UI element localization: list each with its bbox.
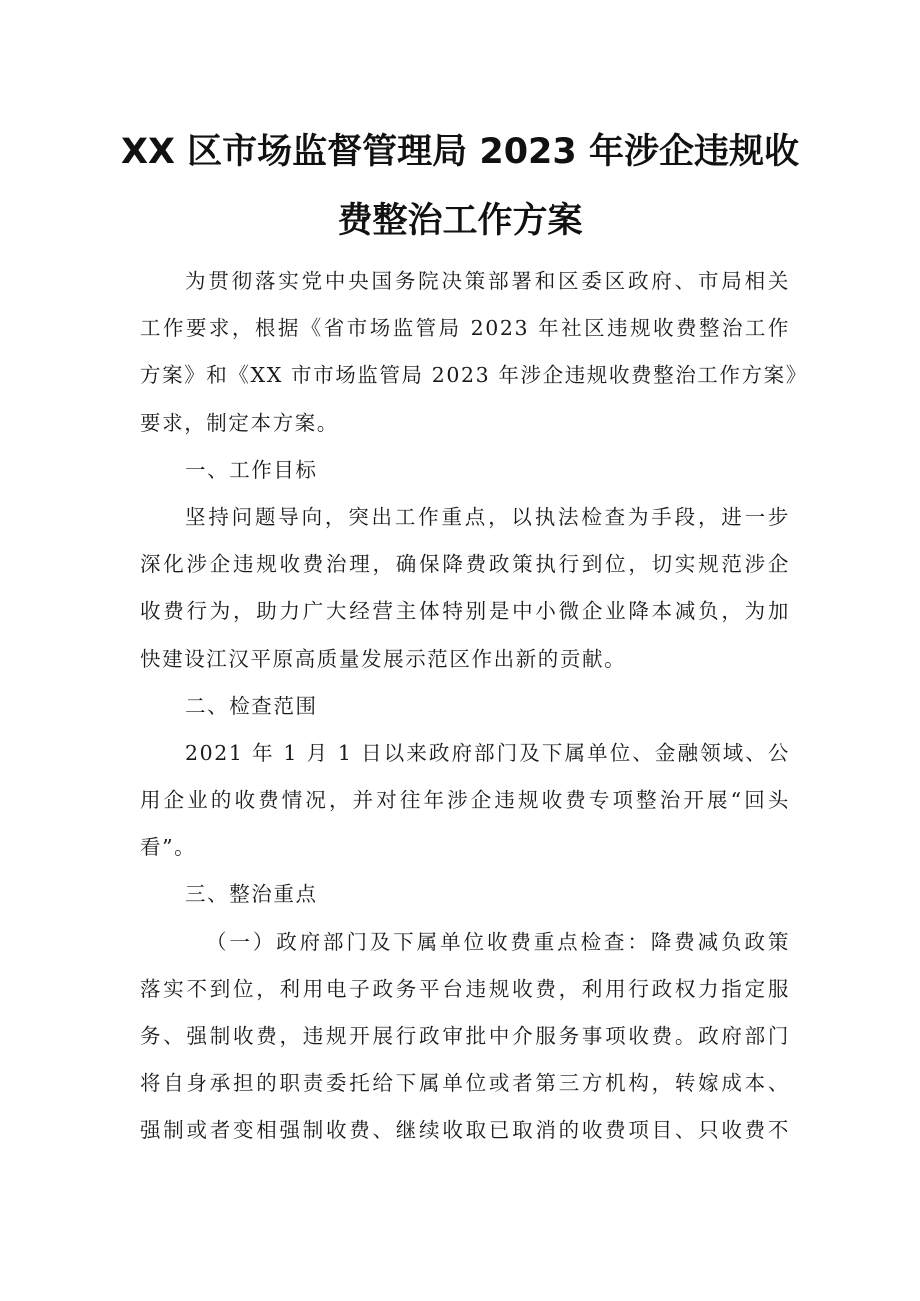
paragraph-line: 方案》和《XX 市市场监管局 2023 年涉企违规收费整治工作方案》 <box>140 363 808 388</box>
paragraph-line: 将自身承担的职责委托给下属单位或者第三方机构，转嫁成本、 <box>140 1071 790 1096</box>
paragraph-line: 要求，制定本方案。 <box>140 410 339 435</box>
paragraph-line: （一）政府部门及下属单位收费重点检查：降费减负政策 <box>206 929 790 954</box>
paragraph-line: 为贯彻落实党中央国务院决策部署和区委区政府、市局相关 <box>185 269 790 293</box>
paragraph-line: 用企业的收费情况，并对往年涉企违规收费专项整治开展“回头 <box>140 788 790 813</box>
paragraph-line: 2021 年 1 月 1 日以来政府部门及下属单位、金融领域、公 <box>185 740 790 765</box>
paragraph-line: 务、强制收费，违规开展行政审批中介服务事项收费。政府部门 <box>140 1024 790 1048</box>
paragraph-line: 看”。 <box>140 835 197 860</box>
paragraph-line: 收费行为，助力广大经营主体特别是中小微企业降本减负，为加 <box>140 599 790 624</box>
paragraph-line: 快建设江汉平原高质量发展示范区作出新的贡献。 <box>140 646 627 671</box>
paragraph-line: 工作要求，根据《省市场监管局 2023 年社区违规收费整治工作 <box>140 316 790 341</box>
paragraph-line: 深化涉企违规收费治理，确保降费政策执行到位，切实规范涉企 <box>140 552 790 577</box>
document-body <box>140 258 808 1155</box>
paragraph-line: 落实不到位，利用电子政务平台违规收费，利用行政权力指定服 <box>140 976 790 1001</box>
document-title-line-2: 费整治工作方案 <box>337 201 583 241</box>
paragraph-line: 坚持问题导向，突出工作重点，以执法检查为手段，进一步 <box>185 504 790 529</box>
paragraph-line: 强制或者变相强制收费、继续收取已取消的收费项目、只收费不 <box>140 1118 790 1143</box>
section-heading: 三、整治重点 <box>185 882 318 907</box>
section-heading: 一、工作目标 <box>185 457 318 482</box>
document-title-line-1: XX 区市场监督管理局 2023 年涉企违规收 <box>121 132 799 172</box>
section-heading: 二、检查范围 <box>185 693 318 718</box>
